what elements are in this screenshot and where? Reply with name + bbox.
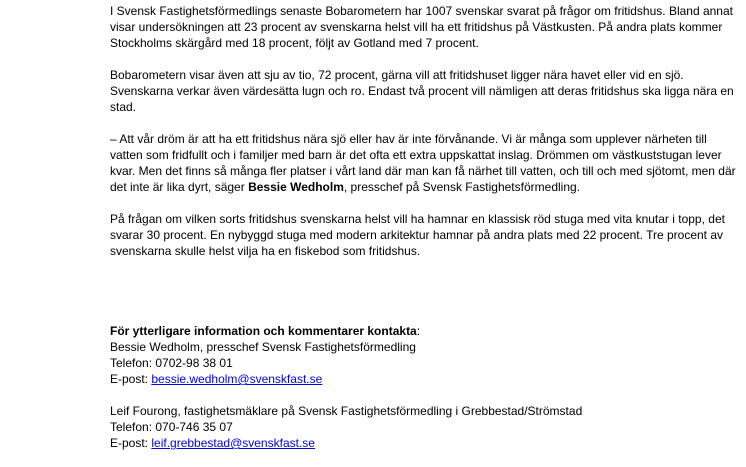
quote-speaker-name: Bessie Wedholm	[248, 180, 344, 194]
contacts-heading-text: För ytterligare information och kommentarer kontakta	[110, 324, 417, 338]
contact-phone: Telefon: 070-746 35 07	[110, 420, 233, 434]
quote-speaker-title: , presschef på Svensk Fastighetsförmedling.	[343, 180, 581, 194]
contact-email-label: E-post:	[110, 436, 152, 450]
contacts-heading	[110, 323, 740, 339]
paragraph-sea-preference: Bobarometern visar även att sju av tio, 72 procent, gärna vill att fritidshuset ligger nära havet eller vid en sjö. Svenskarna verkar även värdesätta lugn och ro. Endast två procent vill nämligen att deras fritidshus ska ligga nära en stad.	[110, 68, 734, 114]
quote-text: – Att vår dröm är att ha ett fritidshus nära sjö eller hav är inte förvånande. Vi är många som upplever närheten till vatten som fridfullt och i familjer med barn är det ofta ett extra uppskattat inslag. Drömmen om västkuststugan lever kvar. Men det finns så många fler platser i vårt land där man kan få närhet till vatten, och till och med sjötomt, men där det inte är lika dyrt, säger	[110, 132, 736, 194]
contacts-heading-colon: :	[416, 324, 421, 338]
contact-phone: Telefon: 0702-98 38 01	[110, 356, 233, 370]
press-release-document	[110, 3, 740, 467]
contact-email-link[interactable]: bessie.wedholm@svenskfast.se	[151, 372, 323, 386]
contact-bessie	[110, 339, 740, 387]
contact-email-link[interactable]: leif.grebbestad@svenskfast.se	[151, 436, 315, 450]
contact-name-title: Leif Fourong, fastighetsmäklare på Svensk Fastighetsförmedling i Grebbestad/Strömstad	[110, 404, 583, 418]
contact-leif	[110, 403, 740, 451]
contact-email-line	[110, 435, 740, 451]
contact-email-label: E-post:	[110, 372, 152, 386]
paragraph-intro: I Svensk Fastighetsförmedlings senaste Bobarometern har 1007 svenskar svarat på frågor om fritidshus. Bland annat visar undersökningen att 23 procent av svenskarna helst vill ha ett fritidshus på Västkusten. På andra plats kommer Stockholms skärgård med 18 procent, följt av Gotland med 7 procent.	[110, 4, 733, 50]
contact-email-line	[110, 371, 740, 387]
spacer	[110, 275, 740, 323]
contact-name-title: Bessie Wedholm, presschef Svensk Fastighetsförmedling	[110, 340, 416, 354]
paragraph-house-type: På frågan om vilken sorts fritidshus svenskarna helst vill ha hamnar en klassisk röd stuga med vita knutar i topp, det svarar 30 procent. En nybyggd stuga med modern arkitektur hamnar på andra plats med 22 procent. Tre procent av svenskarna skulle helst vilja ha en fiskebod som fritidshus.	[110, 212, 725, 258]
paragraph-quote	[110, 131, 740, 195]
